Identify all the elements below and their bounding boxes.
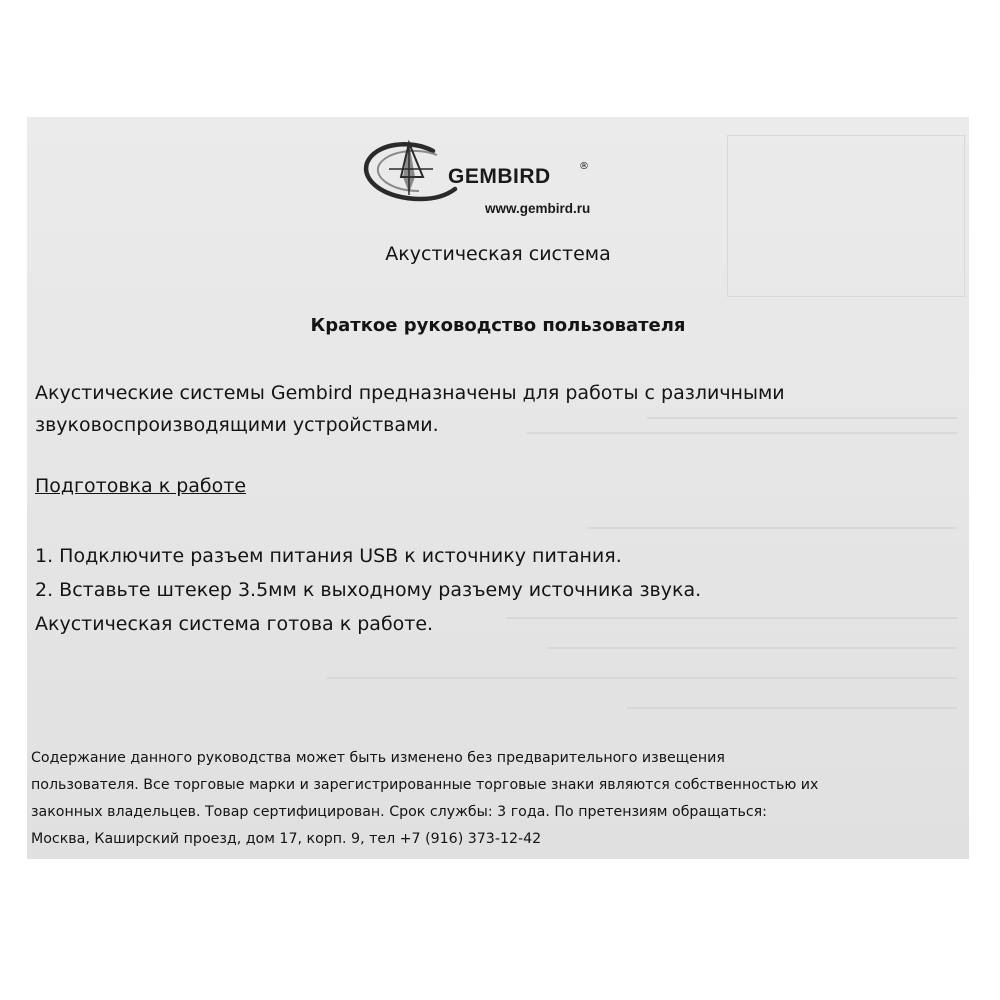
bleed-through-line xyxy=(547,647,957,649)
preparation-heading: Подготовка к работе xyxy=(35,475,247,497)
bleed-through-line xyxy=(327,677,957,679)
gembird-emblem-icon xyxy=(361,133,461,223)
footer-line: пользователя. Все торговые марки и зарегистрированные торговые знаки являются собственностью их xyxy=(31,777,819,793)
intro-paragraph xyxy=(35,377,955,441)
legal-footer xyxy=(31,745,961,853)
step-item: 1. Подключите разъем питания USB к источнику питания. xyxy=(35,545,622,567)
step-item: 2. Вставьте штекер 3.5мм к выходному разъему источника звука. xyxy=(35,579,702,601)
gembird-logo xyxy=(361,133,621,223)
preparation-steps xyxy=(35,539,955,641)
footer-line: законных владельцев. Товар сертифицирован. Срок службы: 3 года. По претензиям обращаться: xyxy=(31,804,767,820)
guide-title: Краткое руководство пользователя xyxy=(310,315,686,336)
product-heading: Акустическая система xyxy=(385,243,611,265)
document-page xyxy=(27,117,969,859)
logo-wordmark: GEMBIRD xyxy=(448,165,551,188)
intro-line: Акустические системы Gembird предназначены для работы с различными xyxy=(35,382,785,404)
registered-mark: ® xyxy=(579,161,589,172)
bleed-through-line xyxy=(627,707,957,709)
bleed-through-line xyxy=(587,527,957,529)
footer-line: Содержание данного руководства может быть изменено без предварительного извещения xyxy=(31,750,725,766)
ready-statement: Акустическая система готова к работе. xyxy=(35,613,434,635)
bleed-through-table xyxy=(727,135,965,297)
website-url: www.gembird.ru xyxy=(485,201,591,216)
contact-address: Москва, Каширский проезд, дом 17, корп. 9, тел +7 (916) 373-12-42 xyxy=(31,831,542,847)
intro-line: звуковоспроизводящими устройствами. xyxy=(35,414,439,436)
